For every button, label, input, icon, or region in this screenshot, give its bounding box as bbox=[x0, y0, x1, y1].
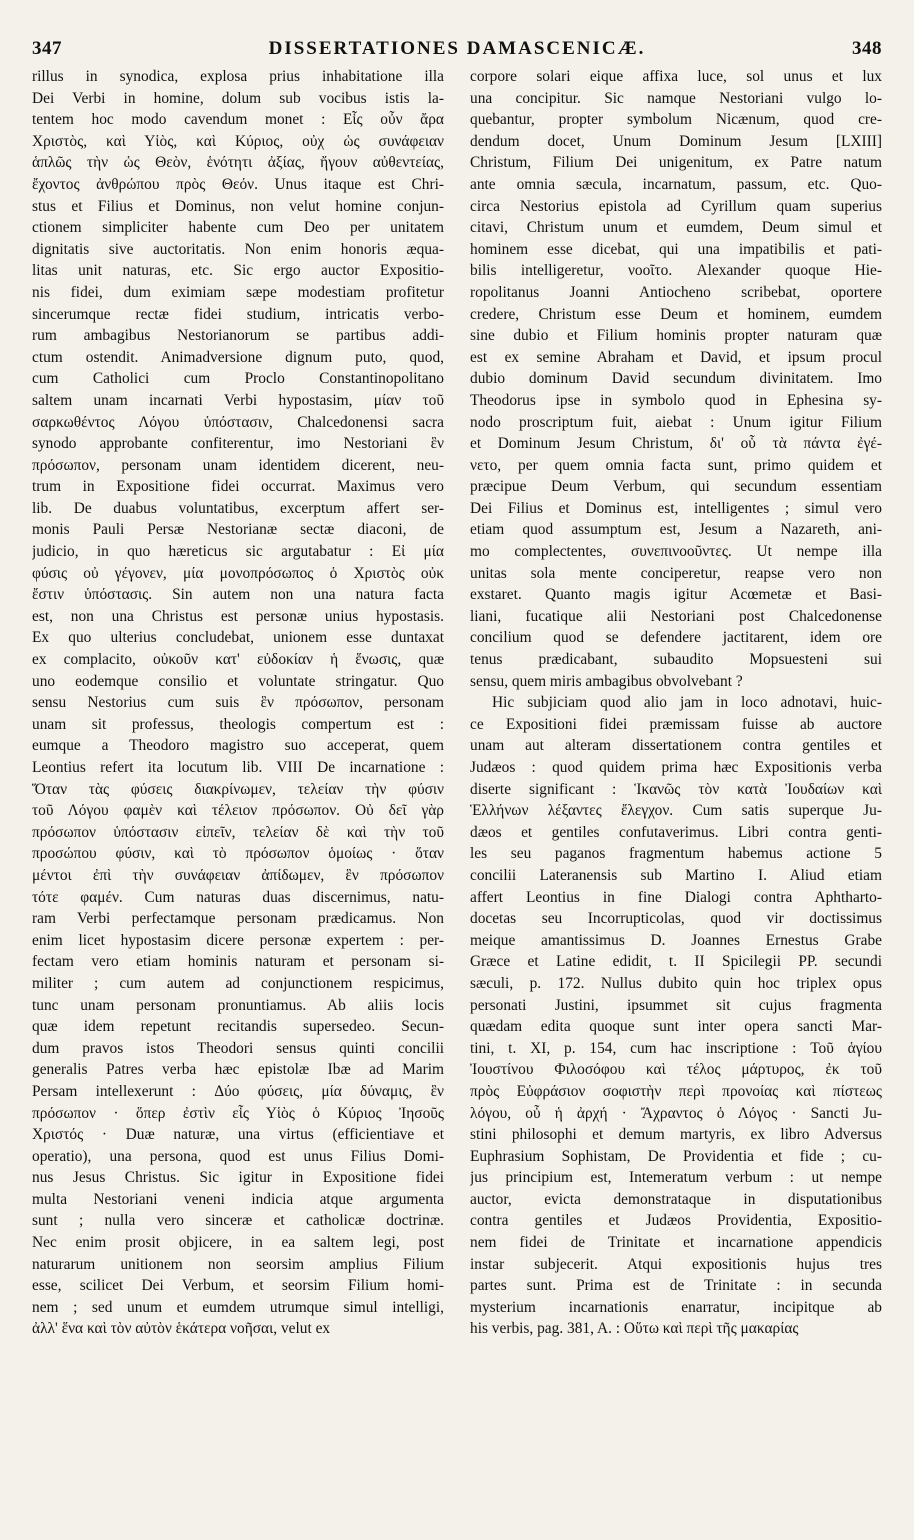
text-line: sincerumque rectæ fidei studium, intricatis verbo- bbox=[32, 305, 444, 323]
text-line: unam sit professus, theologis compertum est : bbox=[32, 715, 444, 733]
text-line: exstaret. Quanto magis igitur Acœmetæ et Basi- bbox=[470, 586, 882, 604]
text-line: instar subjecerit. Atqui expositionis hujus tres bbox=[470, 1255, 882, 1273]
text-line: eumque a Theodoro magistro suo acceperat, quem bbox=[32, 737, 444, 755]
text-line: Ex quo ulterius concludebat, unionem esse duntaxat bbox=[32, 629, 444, 647]
text-line: nodo proscriptum fuit, aiebat : Unum igitur Filium bbox=[470, 413, 882, 431]
text-line: Ἑλλήνων λέξαντες ἔλεγχον. Cum satis superque Ju- bbox=[470, 802, 882, 820]
text-line: auctor, evicta demonstrataque in disputationibus bbox=[470, 1190, 882, 1208]
text-line: affert Leontius in fine Dialogi contra Aphtharto- bbox=[470, 888, 882, 906]
text-line: Χριστὸς, καὶ Υἱὸς, καὶ Κύριος, οὐχ ὡς συνάφειαν bbox=[32, 132, 444, 150]
text-line: sensu Nestorius cum suis ἓν πρόσωπον, personam bbox=[32, 694, 444, 712]
text-line: cum Catholici cum Proclo Constantinopolitano bbox=[32, 370, 444, 388]
text-line: πρόσωπον ὑπόστασιν εἰπεῖν, τελείαν δὲ καὶ τὴν τοῦ bbox=[32, 823, 444, 841]
text-line: ἔχοντος ἀνθρώπου πρὸς Θεόν. Unus itaque est Chri- bbox=[32, 175, 444, 193]
text-line: unam aut alteram dissertationem contra gentiles et bbox=[470, 737, 882, 755]
text-line: ctum ostendit. Animadversione dignum puto, quod, bbox=[32, 348, 444, 366]
text-line: stini philosophi et demum martyris, ex libro Adversus bbox=[470, 1126, 882, 1144]
text-line: πρὸς Εὐφράσιον σοφιστὴν περὶ προνοίας καὶ πίστεως bbox=[470, 1082, 882, 1100]
text-line: Christum, Filium Dei unigenitum, ex Patre natum bbox=[470, 154, 882, 172]
text-line: etiam quod assumptum est, Jesum a Nazareth, ani- bbox=[470, 521, 882, 539]
text-line: φύσις οὐ γέγονεν, μία μονοπρόσωπος ὁ Χριστὸς οὐκ bbox=[32, 564, 444, 582]
text-line: σαρκωθέντος Λόγου ὑπόστασιν, Chalcedonensi sacra bbox=[32, 413, 444, 431]
text-line: militer ; cum autem ad conjunctionem respicimus, bbox=[32, 974, 444, 992]
text-line: ex complacito, οὐκοῦν κατ' εὐδοκίαν ἡ ἕνωσις, quæ bbox=[32, 651, 444, 669]
text-line: dubio dominum David secundum divinitatem. Imo bbox=[470, 370, 882, 388]
text-line: ἁπλῶς τὴν ὡς Θεὸν, ἑνότητι ἀξίας, ἤγουν αὐθεντείας, bbox=[32, 154, 444, 172]
text-line: est ex semine Abraham et David, et ipsum procul bbox=[470, 348, 882, 366]
running-header bbox=[32, 38, 882, 64]
text-line: sæculi, p. 172. Nullus dubito quin hoc triplex opus bbox=[470, 974, 882, 992]
text-line: rillus in synodica, explosa prius inhabitatione illa bbox=[32, 68, 444, 85]
text-line: uno eodemque consilio et voluntate stringatur. Quo bbox=[32, 672, 444, 690]
text-line: sine dubio et Filium hominis propter naturam quæ bbox=[470, 327, 882, 345]
text-line: stus et Filius et Dominus, non velut homine conjun- bbox=[32, 197, 444, 215]
running-title: DISSERTATIONES DAMASCENICÆ. bbox=[268, 38, 646, 59]
text-line: Χριστός · Duæ naturæ, una virtus (efficientiave et bbox=[32, 1126, 444, 1144]
text-line: sensu, quem miris ambagibus obvolvebant ? bbox=[470, 672, 743, 690]
text-line: monis Pauli Persæ Nestorianæ sectæ diaconi, de bbox=[32, 521, 444, 539]
text-line: τοῦ Λόγου φαμὲν καὶ τέλειον πρόσωπον. Οὐ δεῖ γὰρ bbox=[32, 802, 444, 820]
text-line: tini, t. XI, p. 154, cum hac inscriptione : Τοῦ ἁγίου bbox=[470, 1039, 882, 1057]
text-line: litas unit naturas, etc. Sic ergo auctor Expositio- bbox=[32, 262, 444, 280]
page-number-left: 347 bbox=[32, 38, 62, 59]
left-column bbox=[32, 66, 444, 1340]
text-line: concilium quod se defendere jactitarent, idem ore bbox=[470, 629, 882, 647]
text-line: Ὅταν τὰς φύσεις διακρίνωμεν, τελείαν τὴν φύσιν bbox=[32, 780, 444, 798]
text-line: bilis intelligeretur, νοοῖτο. Alexander quoque Hie- bbox=[470, 262, 882, 280]
text-line: ropolitanus Joanni Antiocheno scribebat, oportere bbox=[470, 283, 882, 301]
text-line: personati Justini, ipsummet sit cujus fragmenta bbox=[470, 996, 882, 1014]
text-line: tenus prædicabant, subaudito Mopsuesteni sui bbox=[470, 651, 882, 669]
text-columns bbox=[32, 66, 882, 1340]
text-line: les seu paganos fragmentum habemus actione 5 bbox=[470, 845, 882, 863]
text-line: mysterium incarnationis enarratur, incipitque ab bbox=[470, 1298, 882, 1316]
text-line: ce Expositioni fidei præmissam fuisse ab auctore bbox=[470, 715, 882, 733]
text-line: tentem hoc modo cavendum monet : Εἷς οὖν ἄρα bbox=[32, 111, 444, 129]
text-line: est, non una Christus est personæ unius hypostasis. bbox=[32, 607, 444, 625]
text-line: unitas sola mente conciperetur, reapse vero non bbox=[470, 564, 882, 582]
page-number-right: 348 bbox=[852, 38, 882, 59]
text-line: jus principium est, Intemeratum verbum : ut nempe bbox=[470, 1169, 882, 1187]
text-line: credere, Christum esse Deum et hominem, eumdem bbox=[470, 305, 882, 323]
text-line: ram Verbi perfectamque personam prædicamus. Non bbox=[32, 910, 444, 928]
text-line: nem ; sed unum et eumdem utrumque simul intelligi, bbox=[32, 1298, 444, 1316]
text-line: Nec enim prosit objicere, in ea saltem legi, post bbox=[32, 1234, 444, 1252]
text-line: saltem unam incarnati Verbi hypostasim, μίαν τοῦ bbox=[32, 391, 444, 409]
text-line: hominem esse dicebat, qui una impatibilis et pati- bbox=[470, 240, 882, 258]
text-line: meique amantissimus D. Joannes Ernestus Grabe bbox=[470, 931, 882, 949]
text-line: Theodorus ipse in symbolo quod in Ephesina sy- bbox=[470, 391, 882, 409]
text-line: multa Nestoriani veneni indicia atque argumenta bbox=[32, 1190, 444, 1208]
text-line: πρόσωπον · ὅπερ ἐστὶν εἷς Υἱὸς ὁ Κύριος Ἰησοῦς bbox=[32, 1104, 444, 1122]
text-line: μέντοι ἐπὶ τὴν συνάφειαν ἀπίδωμεν, ἓν πρόσωπον bbox=[32, 866, 444, 884]
text-line: quæ idem repetunt recitandis supersedeo. Secun- bbox=[32, 1018, 444, 1036]
text-line: dendum docet, Unum Dominum Jesum [LXIII] bbox=[470, 132, 882, 150]
text-line: ctionem simpliciter habente cum Deo per unitatem bbox=[32, 219, 444, 237]
text-line: operatio), una persona, quod est unus Filius Domi- bbox=[32, 1147, 444, 1165]
text-line: fectam vero etiam hominis naturam et personam si- bbox=[32, 953, 444, 971]
text-line: una concipitur. Sic namque Nestoriani vulgo lo- bbox=[470, 89, 882, 107]
text-line: nem fidei de Trinitate et incarnatione appendicis bbox=[470, 1234, 882, 1252]
text-line: mo complectentes, συνεπινοοῦντες. Ut nempe illa bbox=[470, 543, 882, 561]
text-line: generalis Patres verba hæc epistolæ Ibæ ad Marim bbox=[32, 1061, 444, 1079]
text-line: his verbis, pag. 381, A. : Οὕτω καὶ περὶ τῆς μακαρίας bbox=[470, 1320, 799, 1338]
text-line: Ἰουστίνου Φιλοσόφου καὶ τέλος μάρτυρος, ἐκ τοῦ bbox=[470, 1061, 882, 1079]
text-line: trum in Expositione fidei occurrat. Maximus vero bbox=[32, 478, 444, 496]
text-line: quebantur, propter symbolum Nicænum, quod cre- bbox=[470, 111, 882, 129]
text-line: lib. De duabus voluntatibus, excerptum affert ser- bbox=[32, 499, 444, 517]
right-column bbox=[470, 66, 882, 1340]
text-line: ante omnia sæcula, incarnatum, passum, etc. Quo- bbox=[470, 175, 882, 193]
text-line: partes sunt. Prima est de Trinitate : in secunda bbox=[470, 1277, 882, 1295]
text-line: et Dominum Jesum Christum, δι' οὗ τὰ πάντα ἐγέ- bbox=[470, 435, 882, 453]
text-line: Leontius refert ita locutum lib. VIII De incarnatione : bbox=[32, 759, 444, 776]
text-line: Persam intellexerunt : Δύο φύσεις, μία δύναμις, ἓν bbox=[32, 1082, 444, 1100]
text-line: προσώπου φύσιν, καὶ τὸ πρόσωπον ὁμοίως · ὅταν bbox=[32, 845, 444, 863]
text-line: dignitatis sive auctoritatis. Non enim honoris æqua- bbox=[32, 240, 444, 258]
text-line: ἔστιν ὑπόστασις. Sin autem non una natura facta bbox=[32, 586, 444, 604]
text-line: πρόσωπον, personam unam identidem dicerent, neu- bbox=[32, 456, 444, 474]
text-line: concilii Lateranensis sub Martino I. Aliud etiam bbox=[470, 866, 882, 884]
text-line: citavi, Christum unum et eumdem, Deum simul et bbox=[470, 219, 882, 237]
text-line: Hic subjiciam quod alio jam in loco adnotavi, huic- bbox=[492, 694, 882, 712]
text-line: Dei Verbi in homine, dolum sub vocibus istis la- bbox=[32, 89, 444, 107]
text-line: sunt ; nulla vero sinceræ et catholicæ doctrinæ. bbox=[32, 1212, 444, 1230]
text-line: Judæos : quod quidem prima hæc Expositionis verba bbox=[470, 759, 882, 776]
text-line: Dei Filius et Dominus est, intelligentes ; simul vero bbox=[470, 499, 882, 517]
text-line: circa Nestorius epistola ad Cyrillum quam superius bbox=[470, 197, 882, 215]
text-line: dum pravos istos Theodori sensus quinti concilii bbox=[32, 1039, 444, 1057]
text-line: naturarum unitionem non seorsim amplius Filium bbox=[32, 1255, 444, 1273]
text-line: Euphrasium Sophistam, De Providentia et fide ; cu- bbox=[470, 1147, 882, 1165]
text-line: judicio, in quo hæreticus sic argutabatur : Εἰ μία bbox=[32, 543, 444, 561]
text-line: tunc unam personam pronuntiamus. Ab aliis locis bbox=[32, 996, 444, 1014]
text-line: enim licet hypostasim dicere personæ expertem : per- bbox=[32, 931, 444, 949]
text-line: quædam edita quoque sunt inter opera sancti Mar- bbox=[470, 1018, 882, 1036]
text-line: λόγου, οὗ ἡ ἀρχή · Ἄχραντος ὁ Λόγος · Sancti Ju- bbox=[470, 1104, 882, 1122]
text-line: nis fidei, dum eximiam sæpe modestiam profitetur bbox=[32, 283, 444, 301]
text-line: νετο, per quem omnia facta sunt, primo quidem et bbox=[470, 456, 882, 474]
text-line: præcipue Deum Verbum, qui secundum essentiam bbox=[470, 478, 882, 496]
text-line: τότε φαμέν. Cum naturas duas discernimus, natu- bbox=[32, 888, 444, 906]
text-line: diserte significant : Ἱκανῶς τὸν κατὰ Ἰουδαίων καὶ bbox=[470, 780, 882, 798]
text-line: ἀλλ' ἕνα καὶ τὸν αὐτὸν ἑκάτερα νοῆσαι, velut ex bbox=[32, 1320, 331, 1338]
text-line: docetas seu Incorrupticolas, quod vir doctissimus bbox=[470, 910, 882, 928]
text-line: liani, fucatique alii Nestoriani post Chalcedonense bbox=[470, 607, 882, 625]
text-line: corpore solari eique affixa luce, sol unus et lux bbox=[470, 68, 882, 85]
text-line: rum ambagibus Nestorianorum se partibus addi- bbox=[32, 327, 444, 345]
text-line: contra gentiles et Judæos Providentia, Expositio- bbox=[470, 1212, 882, 1230]
text-line: Græce et Latine edidit, t. II Spicilegii PP. secundi bbox=[470, 953, 882, 971]
text-line: synodo approbante confiterentur, imo Nestoriani ἓν bbox=[32, 435, 444, 453]
text-line: nus Jesus Christus. Sic igitur in Expositione fidei bbox=[32, 1169, 444, 1187]
text-line: dæos et gentiles confutaverimus. Libri contra genti- bbox=[470, 823, 882, 841]
text-line: esse, scilicet Dei Verbum, et seorsim Filium homi- bbox=[32, 1277, 444, 1295]
